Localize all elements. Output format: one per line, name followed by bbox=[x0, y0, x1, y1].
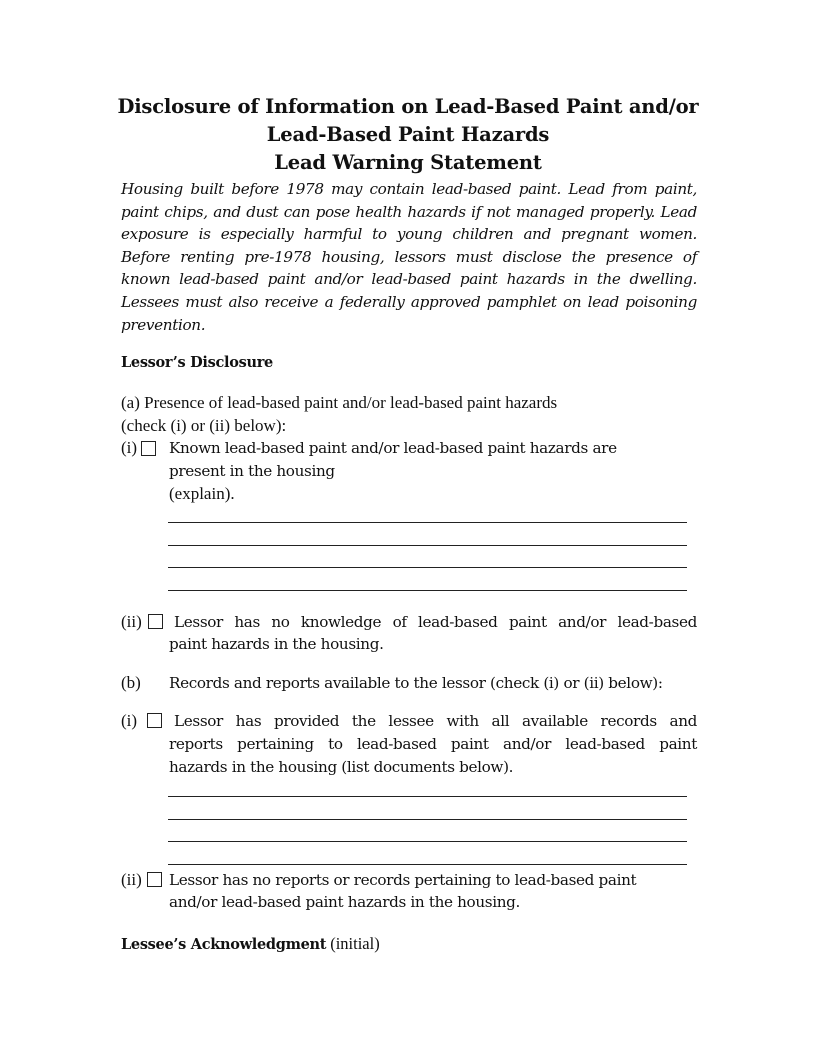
part-b-option-i-checkbox[interactable] bbox=[147, 713, 162, 728]
lead-warning-statement: Housing built before 1978 may contain lead-based paint. Lead from paint, paint chips, and dust can pose health hazards if not managed properly. Lead exposure is especially harmful to young children and pregnant women. Before renting pre-1978 housing, lessors must disclose the presence of known lead-based paint and/or lead-based paint hazards in the dwelling. Lessees must also receive a federally approved pamphlet on lead poisoning prevention. bbox=[121, 180, 697, 334]
part-b-option-i-text-line-3: hazards in the housing (list documents below). bbox=[169, 758, 514, 776]
lessee-acknowledgment-title: Lessee’s Acknowledgment bbox=[121, 936, 327, 953]
documents-blank-line-1[interactable] bbox=[168, 796, 687, 797]
explain-blank-line-3[interactable] bbox=[168, 567, 687, 568]
part-b-label: (b) bbox=[121, 673, 141, 692]
documents-blank-line-2[interactable] bbox=[168, 819, 687, 820]
part-b-option-ii-text-line-1: Lessor has no reports or records pertaining to lead-based paint bbox=[169, 871, 637, 889]
documents-blank-line-3[interactable] bbox=[168, 841, 687, 842]
part-a-option-ii-checkbox[interactable] bbox=[148, 614, 163, 629]
part-a-option-ii-text-line-2: paint hazards in the housing. bbox=[169, 635, 384, 653]
part-b-option-ii-checkbox[interactable] bbox=[147, 872, 162, 887]
lessor-disclosure-heading: Lessor’s Disclosure bbox=[121, 354, 273, 371]
part-a-option-i-checkbox[interactable] bbox=[141, 441, 156, 456]
part-a-option-i-text-line-1: Known lead-based paint and/or lead-based paint hazards are bbox=[169, 439, 617, 457]
document-title-line-1: Disclosure of Information on Lead-Based Paint and/or bbox=[117, 95, 699, 118]
part-a-text-line-1: (a) Presence of lead-based paint and/or lead-based paint hazards bbox=[121, 393, 558, 412]
part-a-option-ii-text-line-1: Lessor has no knowledge of lead-based paint and/or lead-based bbox=[174, 613, 697, 631]
explain-blank-line-2[interactable] bbox=[168, 545, 687, 546]
part-b-option-i-label: (i) bbox=[121, 711, 138, 730]
part-b-text: Records and reports available to the lessor (check (i) or (ii) below): bbox=[169, 674, 663, 692]
part-b-option-i-text-line-2: reports pertaining to lead-based paint and/or lead-based paint bbox=[169, 735, 697, 753]
lessee-acknowledgment-heading bbox=[121, 933, 380, 956]
part-b-option-ii-label: (ii) bbox=[121, 870, 142, 889]
lessee-acknowledgment-suffix: (initial) bbox=[330, 934, 380, 953]
part-a-option-ii-label: (ii) bbox=[121, 612, 142, 631]
part-b-option-i-text-line-1: Lessor has provided the lessee with all available records and bbox=[174, 712, 697, 730]
explain-blank-line-4[interactable] bbox=[168, 590, 687, 591]
part-a-option-i-label: (i) bbox=[121, 438, 138, 457]
lead-warning-heading: Lead Warning Statement bbox=[274, 151, 542, 174]
part-a-option-i-text-line-2: present in the housing bbox=[169, 462, 335, 480]
part-b-option-ii-text-line-2: and/or lead-based paint hazards in the housing. bbox=[169, 893, 521, 911]
part-a-text-line-2: (check (i) or (ii) below): bbox=[121, 416, 287, 435]
document-title-line-2: Lead-Based Paint Hazards bbox=[266, 123, 550, 146]
explain-blank-line-1[interactable] bbox=[168, 522, 687, 523]
part-a-option-i-text-line-3: (explain). bbox=[169, 484, 235, 503]
documents-blank-line-4[interactable] bbox=[168, 864, 687, 865]
